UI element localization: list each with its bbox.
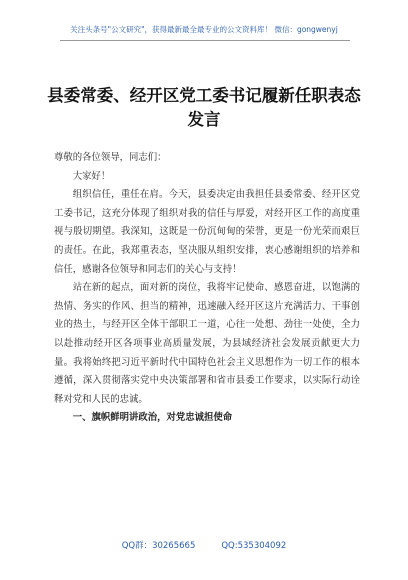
paragraph: 站在新的起点，面对新的岗位，我将牢记使命、感恩奋进，以饱满的热情、务实的作风、担当的精神，迅速融入经开区这片充满活力、干事创业的热土，与经开区全体干部职工一道，心往一处想、劲往一处使，全力以赴推动经开区各项事业高质量发展，为县域经济社会发展贡献更大力量。我将始终把习近平新时代中国特色社会主义思想作为一切工作的根本遵循，深入贯彻落实党中央决策部署和省市县委工作要求，以实际行动诠释对党和人民的忠诚。 [54, 282, 360, 405]
greeting: 大家好！ [72, 170, 111, 182]
header-note: 关注头条号"公文研究"，获得最新最全最专业的公文资料库！ 微信：gongwenyj [70, 25, 338, 34]
document-title: 县委常委、经开区党工委书记履新任职表态发言 [47, 86, 361, 129]
salutation: 尊敬的各位领导，同志们： [54, 152, 167, 163]
paragraph: 组织信任，重任在肩。今天，县委决定由我担任县委常委、经开区党工委书记，这充分体现了组织对我的信任与厚爱，对经开区工作的高度重视与殷切期望。我深知，这既是一份沉甸甸的荣誉，更是一份光荣而艰巨的责任。在此，我郑重表态，坚决服从组织安排，衷心感谢组织的培养和信任，感谢各位领导和同志们的关心与支持！ [54, 189, 360, 275]
header-divider [60, 40, 350, 41]
footer [0, 539, 408, 551]
document-body [54, 149, 360, 428]
section-heading: 一、旗帜鲜明讲政治，对党忠诚担使命 [72, 412, 233, 424]
footer-qq: QQ:535304092 [221, 541, 287, 551]
footer-qq-group: QQ群：30265665 [121, 541, 196, 551]
